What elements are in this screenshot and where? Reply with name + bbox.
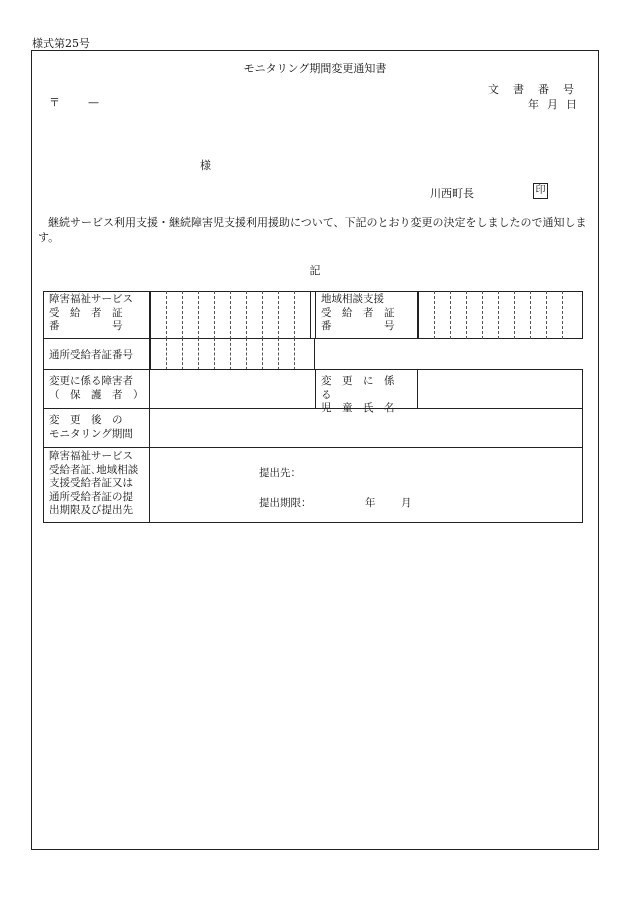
postal-dash: — [88, 96, 99, 109]
digit-box[interactable] [182, 338, 198, 370]
digit-box[interactable] [262, 291, 278, 339]
disability-cert-label-line1: 障害福祉サービス [49, 293, 133, 305]
date-year: 年 [528, 98, 539, 111]
form-number: 様式第25号 [32, 37, 90, 50]
submission-input[interactable] [149, 447, 583, 523]
seal-mark: 印 [533, 183, 548, 199]
deadline-year: 年 [365, 497, 376, 509]
digit-box[interactable] [562, 291, 578, 339]
digit-box[interactable] [198, 291, 214, 339]
digit-box[interactable] [530, 291, 546, 339]
change-child-label-line2: 児 童 氏 名 [321, 402, 395, 414]
digit-box[interactable] [214, 338, 230, 370]
community-cert-label-line3: 番 号 [321, 320, 395, 332]
deadline-label: 提出期限： [259, 497, 312, 509]
community-cert-label-line1: 地域相談支援 [321, 293, 384, 305]
digit-box[interactable] [546, 291, 562, 339]
disability-cert-label-line3: 番 号 [49, 320, 123, 332]
deadline-month: 月 [401, 497, 412, 509]
daycare-cert-label: 通所受給者証番号 [43, 338, 150, 370]
digit-box[interactable] [466, 291, 482, 339]
submission-label-line3: 支援受給者証又は [49, 477, 133, 489]
digit-box[interactable] [246, 291, 262, 339]
digit-box[interactable] [278, 338, 294, 370]
community-cert-label [315, 291, 418, 339]
disability-cert-digit-boxes[interactable] [150, 291, 322, 339]
change-guardian-label [43, 369, 150, 409]
document-title: モニタリング期間変更通知書 [243, 62, 387, 75]
digit-box[interactable] [450, 291, 466, 339]
change-child-label [315, 369, 418, 414]
submission-label-line4: 通所受給者証の提 [49, 490, 133, 503]
submission-label-line2: 受給者証､地域相談 [49, 463, 139, 476]
document-number-label: 文書番号 [488, 83, 588, 96]
date-day: 日 [566, 98, 577, 111]
digit-box[interactable] [278, 291, 294, 339]
period-label [43, 408, 150, 448]
change-guardian-label-line2: （ 保 護 者 ） [49, 388, 144, 401]
change-child-label-line1: 変 更 に 係 る [321, 375, 405, 401]
digit-box[interactable] [294, 291, 310, 339]
change-guardian-label-line1: 変更に係る障害者 [49, 375, 133, 387]
digit-box[interactable] [166, 338, 182, 370]
community-cert-digit-boxes[interactable] [418, 291, 578, 339]
change-guardian-input[interactable] [149, 369, 316, 409]
period-input[interactable] [149, 408, 583, 448]
digit-box[interactable] [198, 338, 214, 370]
digit-box[interactable] [434, 291, 450, 339]
digit-box[interactable] [214, 291, 230, 339]
digit-box[interactable] [294, 338, 310, 370]
digit-box[interactable] [418, 291, 434, 339]
disability-cert-label [43, 291, 150, 339]
submission-label [43, 447, 150, 523]
submission-label-line1: 障害福祉サービス [49, 450, 133, 462]
period-label-line1: 変 更 後 の [49, 414, 123, 426]
digit-box[interactable] [230, 338, 246, 370]
submission-label-line5: 出期限及び提出先 [49, 504, 133, 516]
digit-box[interactable] [150, 338, 166, 370]
digit-box[interactable] [262, 338, 278, 370]
digit-box[interactable] [514, 291, 530, 339]
body-text: 継続サービス利用支援・継続障害児支援利用援助について、下記のとおり変更の決定をしましたので通知します。 [38, 216, 587, 244]
change-child-input[interactable] [417, 369, 583, 409]
digit-box[interactable] [498, 291, 514, 339]
submit-to-label: 提出先： [259, 467, 301, 479]
disability-cert-label-line2: 受 給 者 証 [49, 306, 123, 319]
postal-code-line [49, 94, 99, 110]
digit-box[interactable] [150, 291, 166, 339]
date-line [528, 96, 585, 112]
addressee-suffix: 様 [200, 159, 211, 172]
daycare-cert-digit-boxes[interactable] [150, 338, 310, 370]
postal-mark: 〒 [49, 96, 60, 109]
ki-heading: 記 [309, 264, 321, 277]
digit-box[interactable] [230, 291, 246, 339]
date-month: 月 [547, 98, 558, 111]
digit-box[interactable] [166, 291, 182, 339]
digit-box[interactable] [182, 291, 198, 339]
community-cert-label-line2: 受 給 者 証 [321, 306, 395, 319]
digit-box[interactable] [246, 338, 262, 370]
issuer-name: 川西町長 [430, 187, 474, 200]
digit-box[interactable] [482, 291, 498, 339]
period-label-line2: モニタリング期間 [49, 427, 133, 440]
